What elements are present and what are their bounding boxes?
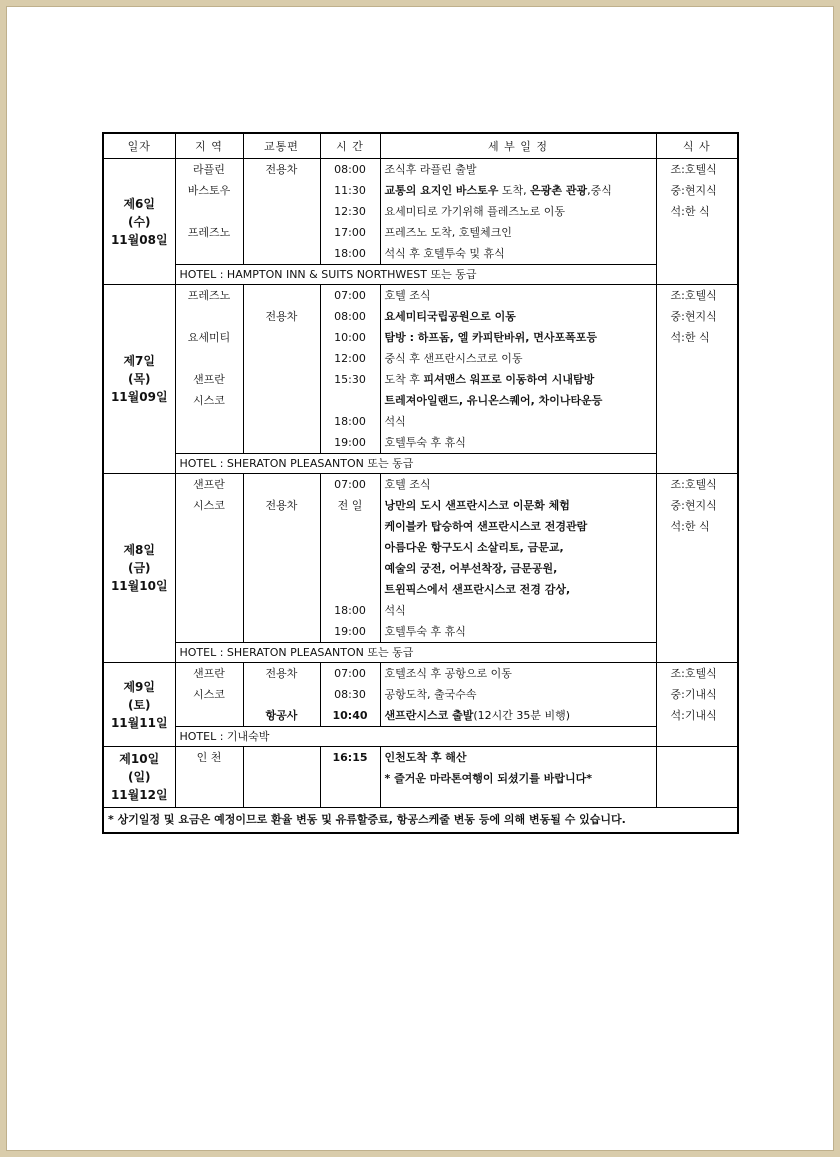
meal-cell: 조:호텔식 중:현지식 석:한 식	[656, 285, 738, 474]
time-cell: 07:00 08:30 10:40	[320, 663, 380, 727]
meal-cell: 조:호텔식 중:현지식 석:한 식	[656, 159, 738, 285]
detail-cell: 조식후 라플린 출발 교통의 요지인 바스토우 도착, 은광촌 관광,중식 요세미티로 가기위해 플레즈노로 이동 프레즈노 도착, 호텔체크인 석식 후 호텔투숙 및 휴식	[380, 159, 656, 265]
detail-cell: 호텔 조식 요세미티국립공원으로 이동 탐방 : 하프돔, 엘 카피탄바위, 면사포폭포등 중식 후 샌프란시스코로 이동 도착 후 피셔맨스 워프로 이동하여 시내탐방 트레져아일랜드, 유니온스퀘어, 차이나타운등 석식 호텔투숙 후 휴식	[380, 285, 656, 454]
transport-cell	[243, 747, 320, 808]
transport-cell: 전용차	[243, 474, 320, 643]
region-cell: 프레즈노 요세미티 샌프란 시스코	[175, 285, 243, 454]
detail-cell: 호텔 조식 낭만의 도시 샌프란시스코 이문화 체험 케이블카 탑승하여 샌프란시스코 전경관람 아름다운 항구도시 소살리토, 금문교, 예술의 궁전, 어부선착장, 금문공원, 트윈픽스에서 샌프란시스코 전경 감상, 석식 호텔투숙 후 휴식	[380, 474, 656, 643]
meal-cell: 조:호텔식 중:현지식 석:한 식	[656, 474, 738, 663]
header-time: 시 간	[320, 133, 380, 159]
day-cell: 제8일 (금) 11월10일	[103, 474, 175, 663]
region-cell: 샌프란 시스코	[175, 474, 243, 643]
day-cell: 제6일 (수) 11월08일	[103, 159, 175, 285]
day-row	[103, 663, 738, 727]
day-row	[103, 474, 738, 643]
hotel-row	[103, 265, 738, 285]
hotel-row	[103, 727, 738, 747]
hotel-info: HOTEL : 기내숙박	[175, 727, 656, 747]
header-transport: 교통편	[243, 133, 320, 159]
hotel-info: HOTEL : SHERATON PLEASANTON 또는 동급	[175, 643, 656, 663]
transport-cell: 전용차	[243, 285, 320, 454]
time-cell: 08:00 11:30 12:30 17:00 18:00	[320, 159, 380, 265]
time-cell: 16:15	[320, 747, 380, 808]
footnote: * 상기일정 및 요금은 예정이므로 환율 변동 및 유류할증료, 항공스케줄 변동 등에 의해 변동될 수 있습니다.	[103, 808, 738, 834]
day-row	[103, 747, 738, 808]
hotel-info: HOTEL : HAMPTON INN & SUITS NORTHWEST 또는 동급	[175, 265, 656, 285]
region-cell: 샌프란 시스코	[175, 663, 243, 727]
header-date: 일자	[103, 133, 175, 159]
day-cell: 제7일 (목) 11월09일	[103, 285, 175, 474]
day-row	[103, 159, 738, 265]
time-cell: 07:00 전 일 18:00 19:00	[320, 474, 380, 643]
meal-cell: 조:호텔식 중:기내식 석:기내식	[656, 663, 738, 747]
time-cell: 07:00 08:00 10:00 12:00 15:30 18:00 19:00	[320, 285, 380, 454]
header-meal: 식 사	[656, 133, 738, 159]
detail-cell: 호텔조식 후 공항으로 이동 공항도착, 출국수속 샌프란시스코 출발(12시간 35분 비행)	[380, 663, 656, 727]
hotel-info: HOTEL : SHERATON PLEASANTON 또는 동급	[175, 454, 656, 474]
day-cell: 제9일 (토) 11월11일	[103, 663, 175, 747]
hotel-row	[103, 454, 738, 474]
region-cell: 라플린 바스토우 프레즈노	[175, 159, 243, 265]
itinerary-table	[102, 132, 739, 834]
header-region: 지 역	[175, 133, 243, 159]
meal-cell	[656, 747, 738, 808]
hotel-row	[103, 643, 738, 663]
transport-cell: 전용차 항공사	[243, 663, 320, 727]
region-cell: 인 천	[175, 747, 243, 808]
header-detail: 세 부 일 정	[380, 133, 656, 159]
footnote-row	[103, 808, 738, 834]
day-cell: 제10일 (일) 11월12일	[103, 747, 175, 808]
detail-cell: 인천도착 후 해산 * 즐거운 마라톤여행이 되셨기를 바랍니다*	[380, 747, 656, 808]
table-header-row	[103, 133, 738, 159]
transport-cell: 전용차	[243, 159, 320, 265]
day-row	[103, 285, 738, 454]
